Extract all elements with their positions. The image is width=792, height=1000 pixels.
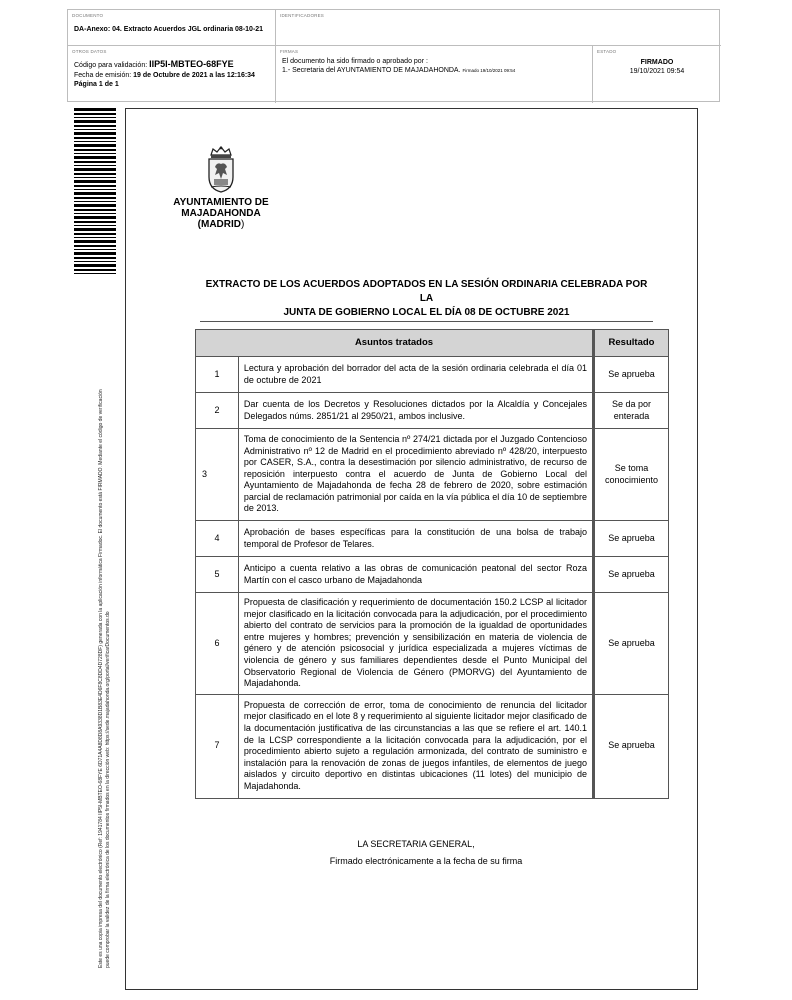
row-result: Se aprueba: [594, 557, 669, 593]
row-subject: Dar cuenta de los Decretos y Resoluciones dictados por la Alcaldía y Concejales Delegados núms. 2851/21 al 2950/21, ambos inclusive.: [238, 393, 593, 429]
document-title: [200, 278, 653, 322]
firmas-label: FIRMAS: [280, 49, 299, 54]
table-row: [196, 357, 669, 393]
side-text-line2: puede comprobar la validez de la firma electrónica de los documentos firmados en la dirección web: https://sede.majadahonda.org/portal/verificarDocumentos.do: [105, 611, 111, 968]
title-line1: EXTRACTO DE LOS ACUERDOS ADOPTADOS EN LA SESIÓN ORDINARIA CELEBRADA POR LA: [205, 279, 648, 304]
institution-line3-close: ): [240, 219, 245, 230]
title-line2: JUNTA DE GOBIERNO LOCAL EL DÍA 08 DE OCTUBRE 2021: [283, 307, 570, 318]
agenda-table: [195, 329, 669, 799]
institution-line2: MAJADAHONDA: [181, 208, 261, 219]
row-number: 4: [196, 521, 239, 557]
identificadores-cell: [276, 10, 721, 46]
identificadores-label: IDENTIFICADORES: [280, 13, 325, 18]
row-result: Se aprueba: [594, 521, 669, 557]
coat-of-arms-icon: [205, 145, 237, 193]
firmas-cell: [276, 46, 593, 103]
row-result: Se da por enterada: [594, 393, 669, 429]
signature-title: LA SECRETARIA GENERAL,: [357, 839, 475, 849]
table-row: [196, 521, 669, 557]
row-subject: Propuesta de clasificación y requerimiento de documentación 150.2 LCSP al licitador mejor clasificado en la licitación convocada para la adjudicación, por el procedimiento abierto del contrato de servicios para la promoción de la igualdad de oportunidades entre mujeres y hombres; prevención y sensibilización en materia de violencia de género y de atención psicosocial y jurídica especializada a mujeres víctimas de violencia de género y sus familiares dependientes desde el Punto Municipal del Observatorio Regional de Violencia de Género (PMORVG) del Ayuntamiento de Majadahonda.: [238, 593, 593, 695]
agenda-table-body: [196, 357, 669, 799]
fecha-emision: [74, 71, 255, 80]
row-subject: Anticipo a cuenta relativo a las obras de comunicación peatonal del sector Roza Martín con el casco urbano de Majadahonda: [238, 557, 593, 593]
row-number: 2: [196, 393, 239, 429]
signature-note: Firmado electrónicamente a la fecha de su firma: [329, 856, 523, 866]
table-row: [196, 393, 669, 429]
col-resultado-header: Resultado: [594, 330, 669, 357]
row-result: Se aprueba: [594, 694, 669, 798]
col-asuntos-header: Asuntos tratados: [196, 330, 594, 357]
documento-label: DOCUMENTO: [72, 13, 104, 18]
table-row: [196, 694, 669, 798]
estado-value: FIRMADO: [640, 59, 674, 66]
otros-datos-label: OTROS DATOS: [72, 49, 107, 54]
fecha-prefix: Fecha de emisión:: [74, 72, 132, 79]
side-text-line1: Este es una copia impresa del documento electrónico (Ref: 1941784 IIP5I-MBTEO-68FYE 6D71A4A8D8D8A9338D1B83E4D6F8C8DD4D728DF) generada con la aplicación informática Firmadoc. El documento está FIRMADO. Mediante el código de verificación: [98, 389, 104, 968]
row-subject: Propuesta de corrección de error, toma de conocimiento de renuncia del licitador mejor clasificado en el lote 8 y requerimiento al siguiente licitador mejor clasificado de la documentación justificativa de las circunstancias a las que se refiere el art. 140.1 de la LCSP correspondiente a la licitación convocada para la adjudicación, por el procedimiento abierto sujeto a regulación armonizada, del contrato de suministro e instalación para la renovación de zonas de juegos infantiles, de elementos de juego aislados y circuito deportivo en distintas ubicaciones (11 lotes) del municipio de Majadahonda.: [238, 694, 593, 798]
institution-line1: AYUNTAMIENTO DE: [173, 197, 269, 208]
row-number: 7: [196, 694, 239, 798]
row-number: 5: [196, 557, 239, 593]
row-subject: Aprobación de bases específicas para la constitución de una bolsa de trabajo temporal de Profesor de Telares.: [238, 521, 593, 557]
row-result: Se toma conocimiento: [594, 429, 669, 521]
otros-datos-cell: [68, 46, 276, 103]
firmante: 1.- Secretaria del AYUNTAMIENTO DE MAJADAHONDA.: [282, 67, 461, 74]
codigo-prefix: Código para validación:: [74, 62, 148, 69]
row-subject: Lectura y aprobación del borrador del acta de la sesión ordinaria celebrada el día 01 de octubre de 2021: [238, 357, 593, 393]
row-result: Se aprueba: [594, 357, 669, 393]
document-metadata-header: [67, 9, 720, 102]
table-row: [196, 557, 669, 593]
fecha-value: 19 de Octubre de 2021 a las 12:16:34: [133, 72, 255, 79]
table-row: [196, 429, 669, 521]
row-number: 3: [196, 429, 239, 521]
estado-date: 19/10/2021 09:54: [629, 68, 685, 75]
row-number: 1: [196, 357, 239, 393]
firmas-line2: [282, 66, 515, 75]
row-subject: Toma de conocimiento de la Sentencia nº 274/21 dictada por el Juzgado Contencioso Administrativo nº 12 de Madrid en el procedimiento abreviado nº 428/20, interpuesto por CASER, S.A., contra la desestimación por silencio administrativo, de recurso de reposición interpuesto contra el acuerdo de Junta de Gobierno Local del Ayuntamiento de Majadahonda de fecha 28 de febrero de 2020, sobre estimación parcial de reclamación patrimonial por caída en la vía pública el día 10 de septiembre de 2013.: [238, 429, 593, 521]
table-header-row: [196, 330, 669, 357]
verification-side-text: [98, 268, 112, 968]
pagina-indicator: Página 1 de 1: [74, 81, 119, 88]
documento-cell: [68, 10, 276, 46]
codigo-validacion: [74, 60, 234, 70]
estado-label: ESTADO: [597, 49, 617, 54]
barcode: [74, 108, 116, 276]
row-number: 6: [196, 593, 239, 695]
institution-line3-main: (MADRID: [197, 219, 241, 230]
firma-fecha-small: Firmado 19/10/2021 09:54: [462, 68, 516, 73]
row-result: Se aprueba: [594, 593, 669, 695]
firmas-line1: El documento ha sido firmado o aprobado por :: [282, 58, 428, 65]
codigo-value[interactable]: IIP5I-MBTEO-68FYE: [149, 59, 234, 69]
institution-line3: [165, 219, 277, 230]
estado-cell: [593, 46, 721, 103]
documento-value: DA-Anexo: 04. Extracto Acuerdos JGL ordinaria 08-10-21: [74, 26, 264, 33]
table-row: [196, 593, 669, 695]
institution-name: [165, 197, 277, 230]
